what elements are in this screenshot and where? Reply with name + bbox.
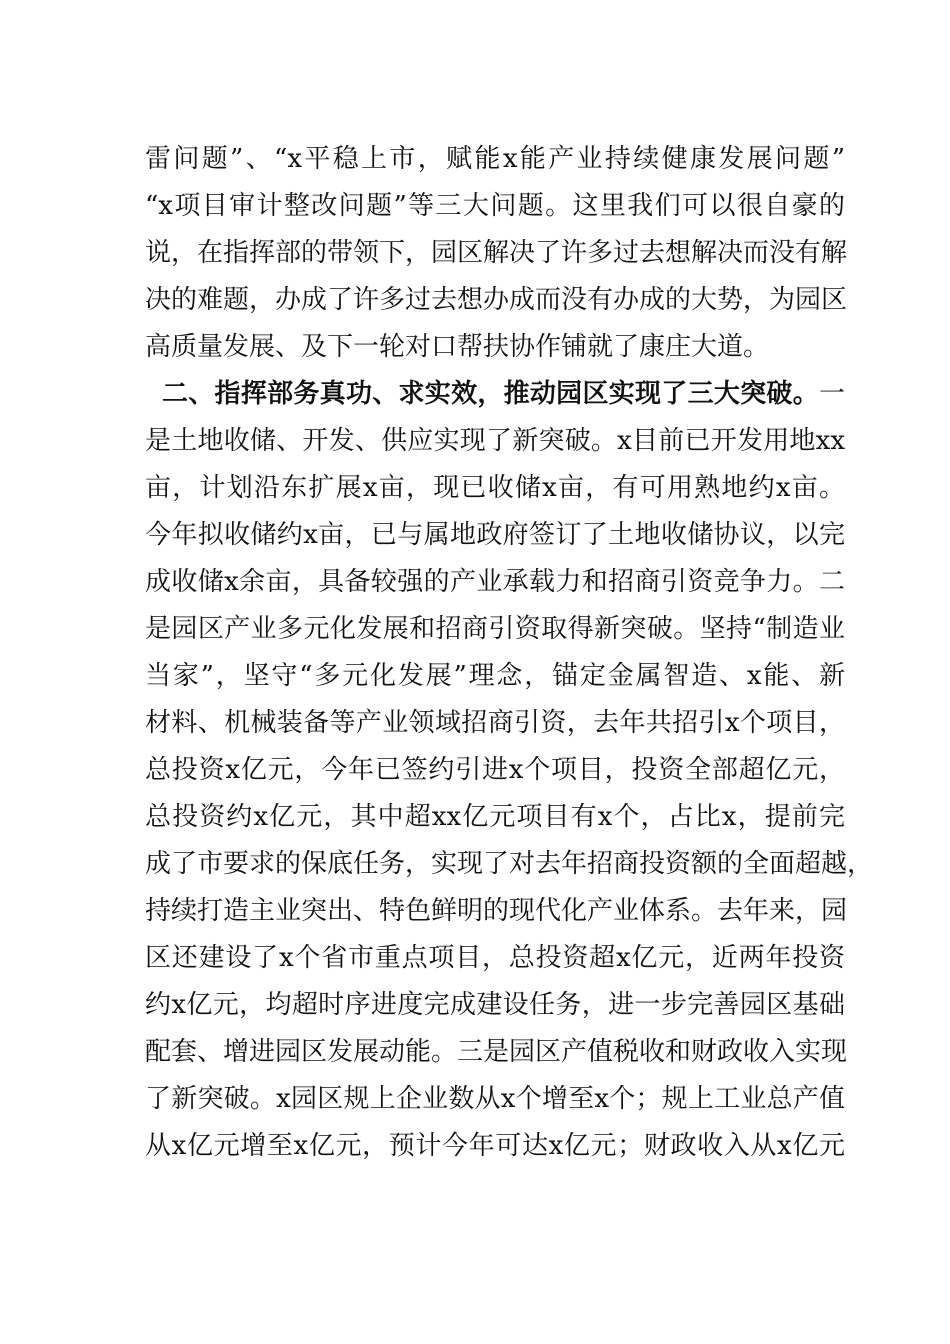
- text-line: 说，在指挥部的带领下，园区解决了许多过去想解决而没有解: [145, 238, 848, 268]
- document-body: [145, 136, 874, 1170]
- text-line: 是园区产业多元化发展和招商引资取得新突破。坚持“制造业: [145, 614, 845, 644]
- section-heading: 二、指挥部务真功、求实效，推动园区实现了三大突破。: [162, 379, 819, 409]
- text-line: 成收储x余亩，具备较强的产业承载力和招商引资竞争力。二: [145, 567, 845, 597]
- text-line: “x项目审计整改问题”等三大问题。这里我们可以很自豪的: [145, 191, 845, 221]
- text-line: 决的难题，办成了许多过去想办成而没有办成的大势，为园区: [145, 285, 848, 315]
- text-line: 配套、增进园区发展动能。三是园区产值税收和财政收入实现: [145, 1037, 848, 1067]
- text-line: 是土地收储、开发、供应实现了新突破。x目前已开发用地xx: [145, 426, 845, 456]
- text-line: 成了市要求的保底任务，实现了对去年招商投资额的全面超越，: [145, 849, 874, 879]
- text-line: 材料、机械装备等产业领域招商引资，去年共招引x个项目，: [145, 708, 845, 738]
- text-line: 总投资约x亿元，其中超xx亿元项目有x个，占比x，提前完: [145, 802, 845, 832]
- text-line: 约x亿元，均超时序进度完成建设任务，进一步完善园区基础: [145, 990, 845, 1020]
- paragraph-2: [145, 371, 874, 1170]
- paragraph-heading-line: [145, 371, 845, 418]
- text-line: 高质量发展、及下一轮对口帮扶协作铺就了康庄大道。: [145, 332, 770, 362]
- paragraph-1: [145, 136, 848, 371]
- text-line: 亩，计划沿东扩展x亩，现已收储x亩，有可用熟地约x亩。: [145, 473, 845, 503]
- text-line: 持续打造主业突出、特色鲜明的现代化产业体系。去年来，园: [145, 896, 848, 926]
- text-line: 雷问题”、“x平稳上市，赋能x能产业持续健康发展问题”: [145, 144, 845, 174]
- text-line: 今年拟收储约x亩，已与属地政府签订了土地收储协议，以完: [145, 520, 845, 550]
- heading-line-tail: 一: [818, 379, 845, 409]
- text-line: 从x亿元增至x亿元，预计今年可达x亿元；财政收入从x亿元: [145, 1131, 845, 1161]
- text-line: 区还建设了x个省市重点项目，总投资超x亿元，近两年投资: [145, 943, 845, 973]
- text-line: 当家”，坚守“多元化发展”理念，锚定金属智造、x能、新: [145, 661, 845, 691]
- text-line: 了新突破。x园区规上企业数从x个增至x个；规上工业总产值: [145, 1084, 845, 1114]
- text-line: 总投资x亿元，今年已签约引进x个项目，投资全部超亿元，: [145, 755, 845, 785]
